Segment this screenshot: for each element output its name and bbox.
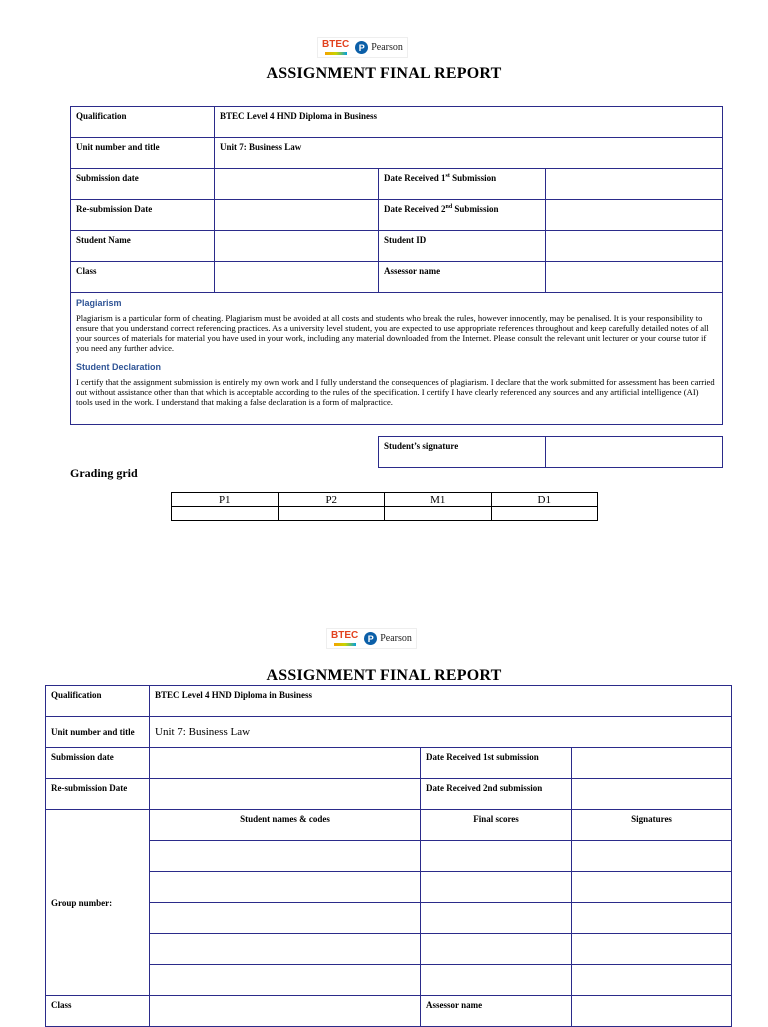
pearson-icon: P xyxy=(355,41,368,54)
pearson-logo xyxy=(355,41,403,54)
grade-header-d1: D1 xyxy=(491,493,598,507)
submission-date-label-2: Submission date xyxy=(46,748,150,779)
declaration-heading: Student Declaration xyxy=(76,361,162,372)
unit-label: Unit number and title xyxy=(71,138,215,169)
student-name-cell[interactable] xyxy=(150,934,421,965)
date-received-2-field[interactable] xyxy=(546,200,723,231)
date-received-1-field-2[interactable] xyxy=(572,748,732,779)
student-name-cell[interactable] xyxy=(150,903,421,934)
plagiarism-text: Plagiarism is a particular form of cheating. Plagiarism must be avoided at all costs and students who break the rules, however innocently, may be penalised. It is your responsibility to ensure that you understand correct referencing practices. As a university level student, you are expected to use appropriate references throughout and keep carefully detailed notes of all your sources of materials for material you have used in your work, including any material downloaded from the Internet. Please consult the relevant unit lecturer or your course tutor if you need any further advice. xyxy=(76,313,709,353)
qualification-label-2: Qualification xyxy=(46,686,150,717)
grade-cell-p2[interactable] xyxy=(278,507,385,521)
final-score-cell[interactable] xyxy=(421,903,572,934)
btec-logo-2 xyxy=(331,631,358,646)
btec-color-bar xyxy=(325,52,347,55)
student-name-cell[interactable] xyxy=(150,872,421,903)
report-title: ASSIGNMENT FINAL REPORT xyxy=(266,65,502,82)
grading-grid xyxy=(171,492,598,521)
student-name-cell[interactable] xyxy=(150,841,421,872)
resubmission-date-label: Re-submission Date xyxy=(71,200,215,231)
pearson-wordmark: Pearson xyxy=(371,42,403,53)
btec-color-bar-2 xyxy=(334,643,356,646)
resubmission-date-field-2[interactable] xyxy=(150,779,421,810)
student-names-header: Student names & codes xyxy=(150,810,421,841)
student-name-cell[interactable] xyxy=(150,965,421,996)
grading-grid-title: Grading grid xyxy=(70,466,138,480)
btec-wordmark-2: BTEC xyxy=(331,630,359,641)
pearson-icon-2: P xyxy=(364,632,377,645)
btec-pearson-logo-2 xyxy=(326,628,417,649)
pearson-wordmark-2: Pearson xyxy=(380,633,412,644)
grade-cell-m1[interactable] xyxy=(385,507,492,521)
student-id-field[interactable] xyxy=(546,231,723,262)
final-score-cell[interactable] xyxy=(421,934,572,965)
plagiarism-declaration-block xyxy=(71,293,723,425)
grade-header-m1: M1 xyxy=(385,493,492,507)
date-received-1-label-2: Date Received 1st submission xyxy=(421,748,572,779)
date-received-1-field[interactable] xyxy=(546,169,723,200)
assessor-name-field[interactable] xyxy=(546,262,723,293)
grade-cell-d1[interactable] xyxy=(491,507,598,521)
btec-wordmark: BTEC xyxy=(322,39,350,50)
final-scores-header: Final scores xyxy=(421,810,572,841)
qualification-label: Qualification xyxy=(71,107,215,138)
submission-date-field[interactable] xyxy=(215,169,379,200)
date-received-2-field-2[interactable] xyxy=(572,779,732,810)
student-name-label: Student Name xyxy=(71,231,215,262)
unit-value-2: Unit 7: Business Law xyxy=(150,717,732,748)
signature-cell[interactable] xyxy=(572,872,732,903)
signature-cell[interactable] xyxy=(572,965,732,996)
assessor-name-label-2: Assessor name xyxy=(421,996,572,1027)
qualification-value-2: BTEC Level 4 HND Diploma in Business xyxy=(150,686,732,717)
date-received-1-label: Date Received 1st Submission xyxy=(379,169,546,200)
submission-date-field-2[interactable] xyxy=(150,748,421,779)
declaration-text: I certify that the assignment submission is entirely my own work and I fully understand the consequences of plagiarism. I declare that the work submitted for assessment has been carried out without assistance other than that which is acceptable according to the rules of the specification. I certify I have clearly referenced any sources and any artificial intelligence (AI) tools used in the work. I understand that making a false declaration is a form of malpractice. xyxy=(76,377,715,407)
signature-cell[interactable] xyxy=(572,841,732,872)
grade-header-p1: P1 xyxy=(172,493,279,507)
unit-value: Unit 7: Business Law xyxy=(215,138,723,169)
final-score-cell[interactable] xyxy=(421,965,572,996)
signature-cell[interactable] xyxy=(572,934,732,965)
assessor-name-label: Assessor name xyxy=(379,262,546,293)
class-label: Class xyxy=(71,262,215,293)
signature-cell[interactable] xyxy=(572,903,732,934)
date-received-2-label-2: Date Received 2nd submission xyxy=(421,779,572,810)
resubmission-date-field[interactable] xyxy=(215,200,379,231)
group-assignment-report-table xyxy=(45,685,732,1027)
plagiarism-heading: Plagiarism xyxy=(76,298,122,308)
submission-date-label: Submission date xyxy=(71,169,215,200)
class-field-2[interactable] xyxy=(150,996,421,1027)
pearson-logo-2 xyxy=(364,632,412,645)
btec-pearson-logo xyxy=(317,37,408,58)
btec-logo xyxy=(322,40,349,55)
group-number-label: Group number: xyxy=(46,810,150,996)
resubmission-date-label-2: Re-submission Date xyxy=(46,779,150,810)
student-id-label: Student ID xyxy=(379,231,546,262)
grade-header-p2: P2 xyxy=(278,493,385,507)
qualification-value: BTEC Level 4 HND Diploma in Business xyxy=(215,107,723,138)
grade-cell-p1[interactable] xyxy=(172,507,279,521)
final-score-cell[interactable] xyxy=(421,872,572,903)
report-title-2: ASSIGNMENT FINAL REPORT xyxy=(266,667,502,684)
signatures-header: Signatures xyxy=(572,810,732,841)
assessor-name-field-2[interactable] xyxy=(572,996,732,1027)
date-received-2-label: Date Received 2nd Submission xyxy=(379,200,546,231)
class-field[interactable] xyxy=(215,262,379,293)
assignment-report-table xyxy=(70,106,723,425)
student-name-field[interactable] xyxy=(215,231,379,262)
student-signature-label: Student’s signature xyxy=(379,437,546,468)
final-score-cell[interactable] xyxy=(421,841,572,872)
unit-label-2: Unit number and title xyxy=(46,717,150,748)
class-label-2: Class xyxy=(46,996,150,1027)
student-signature-field[interactable] xyxy=(546,437,723,468)
signature-table xyxy=(378,436,723,468)
